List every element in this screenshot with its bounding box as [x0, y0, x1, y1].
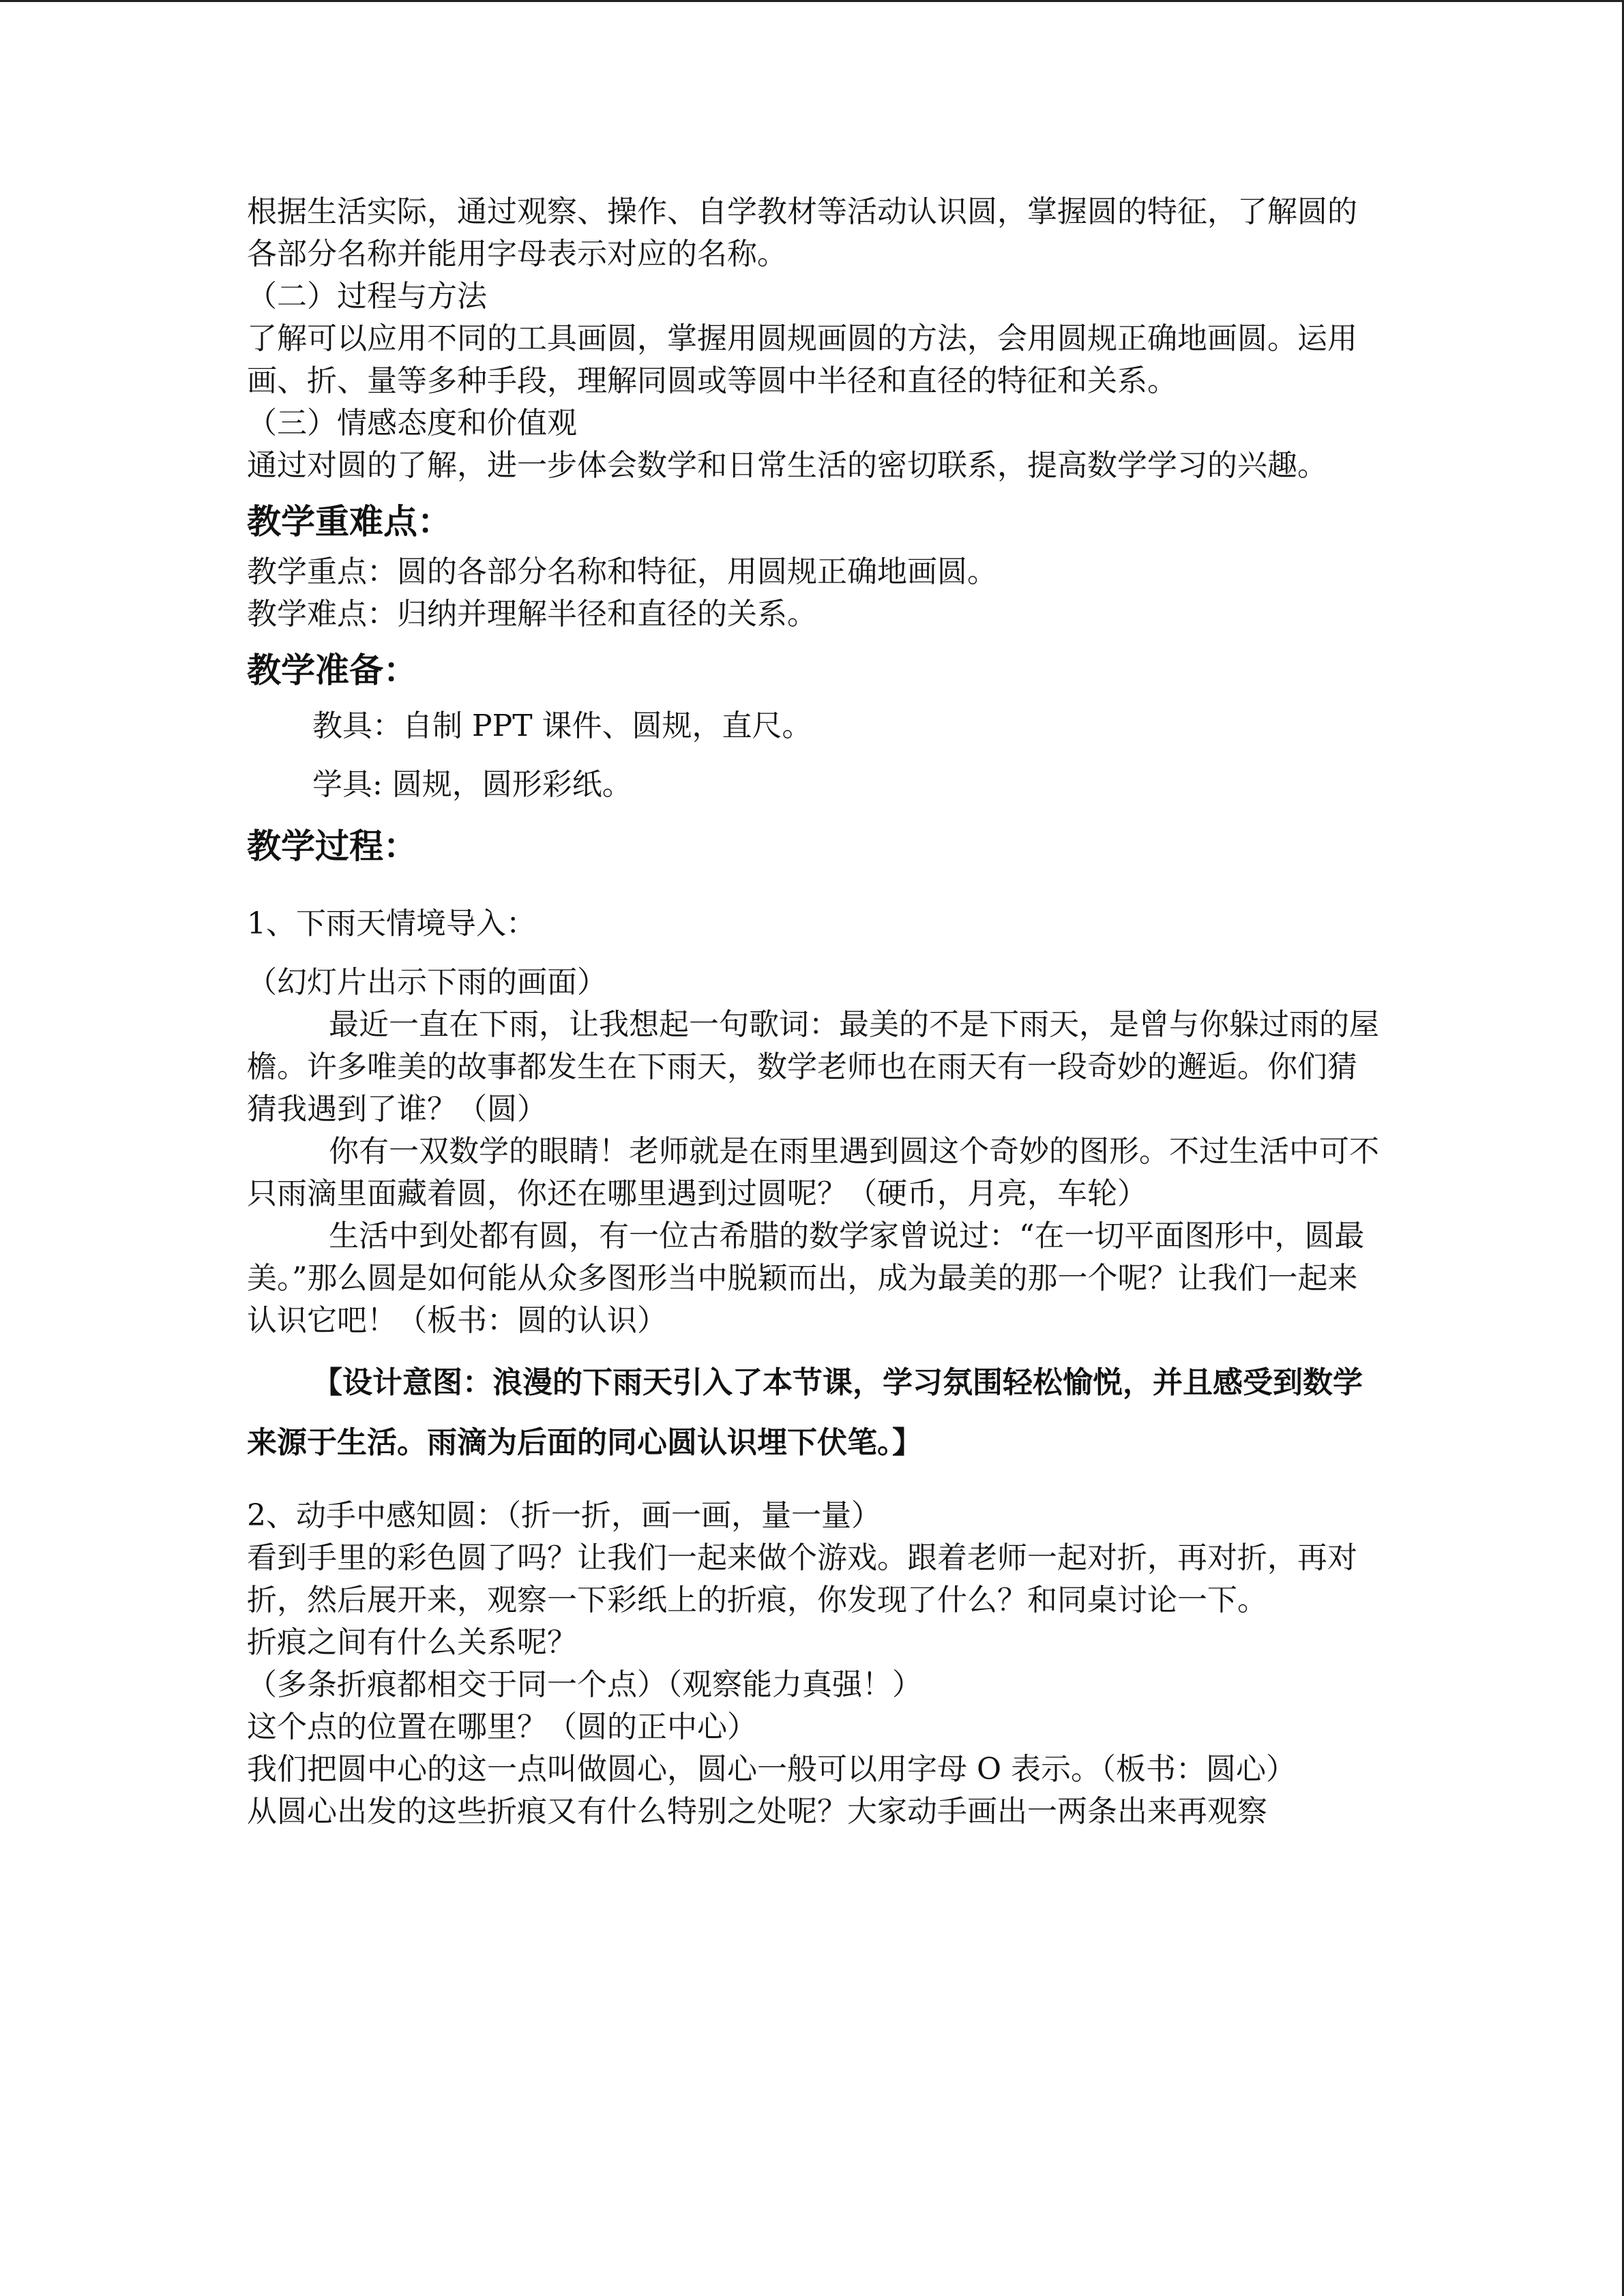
step1-title: 1、下雨天情境导入：	[247, 906, 536, 941]
step1-paragraph-3: 生活中到处都有圆，有一位古希腊的数学家曾说过：“在一切平面图形中，圆最美。”那么圆是如何能从众多图形当中脱颖而出，成为最美的那一个呢？让我们一起来认识它吧！（板书：圆的认识）	[247, 1219, 1365, 1338]
student-tools: 学具: 圆规，圆形彩纸。	[312, 767, 632, 802]
teaching-difficulty: 教学难点：归纳并理解半径和直径的关系。	[247, 597, 817, 631]
step1-design-intent: 【设计意图：浪漫的下雨天引入了本节课，学习氛围轻松愉悦，并且感受到数学来源于生活。雨滴为后面的同心圆认识埋下伏笔。】	[247, 1365, 1363, 1460]
attitude-heading: （三）情感态度和价值观	[247, 406, 577, 441]
step2-title: 2、动手中感知圆：（折一折，画一画，量一量）	[247, 1498, 881, 1533]
teaching-process-heading: 教学过程：	[247, 826, 417, 866]
teacher-tools: 教具：自制 PPT 课件、圆规，直尺。	[312, 709, 812, 743]
step2-paragraph-3: 从圆心出发的这些折痕又有什么特别之处呢？大家动手画出一两条出来再观察	[247, 1794, 1267, 1829]
process-method-heading: （二）过程与方法	[247, 279, 487, 314]
teaching-focus: 教学重点：圆的各部分名称和特征，用圆规正确地画圆。	[247, 554, 997, 589]
page-top-border	[0, 0, 1624, 2]
process-method-text: 了解可以应用不同的工具画圆，掌握用圆规画圆的方法，会用圆规正确地画圆。运用画、折、量等多种手段，理解同圆或等圆中半径和直径的特征和关系。	[247, 321, 1357, 398]
step2-question-1: 折痕之间有什么关系呢？	[247, 1625, 577, 1660]
knowledge-objective-text: 根据生活实际，通过观察、操作、自学教材等活动认识圆，掌握圆的特征，了解圆的各部分名称并能用字母表示对应的名称。	[247, 194, 1357, 271]
step1-slide-note: （幻灯片出示下雨的画面）	[247, 965, 607, 1000]
step2-answer-1: （多条折痕都相交于同一个点）（观察能力真强！）	[247, 1667, 922, 1702]
step1-paragraph-2: 你有一双数学的眼睛！老师就是在雨里遇到圆这个奇妙的图形。不过生活中可不只雨滴里面藏着圆，你还在哪里遇到过圆呢？（硬币，月亮，车轮）	[247, 1134, 1379, 1211]
document-body	[247, 191, 1379, 1833]
key-points-heading: 教学重难点：	[247, 502, 452, 541]
step2-question-2: 这个点的位置在哪里？（圆的正中心）	[247, 1710, 757, 1744]
preparation-heading: 教学准备：	[247, 651, 417, 690]
step2-paragraph-2: 我们把圆中心的这一点叫做圆心，圆心一般可以用字母 O 表示。（板书：圆心）	[247, 1752, 1297, 1787]
step2-paragraph-1: 看到手里的彩色圆了吗？让我们一起来做个游戏。跟着老师一起对折，再对折，再对折，然后展开来，观察一下彩纸上的折痕，你发现了什么？和同桌讨论一下。	[247, 1540, 1357, 1617]
attitude-text: 通过对圆的了解，进一步体会数学和日常生活的密切联系，提高数学学习的兴趣。	[247, 448, 1327, 483]
step1-paragraph-1: 最近一直在下雨，让我想起一句歌词：最美的不是下雨天，是曾与你躲过雨的屋檐。许多唯美的故事都发生在下雨天，数学老师也在雨天有一段奇妙的邂逅。你们猜猜我遇到了谁？（圆）	[247, 1007, 1379, 1127]
